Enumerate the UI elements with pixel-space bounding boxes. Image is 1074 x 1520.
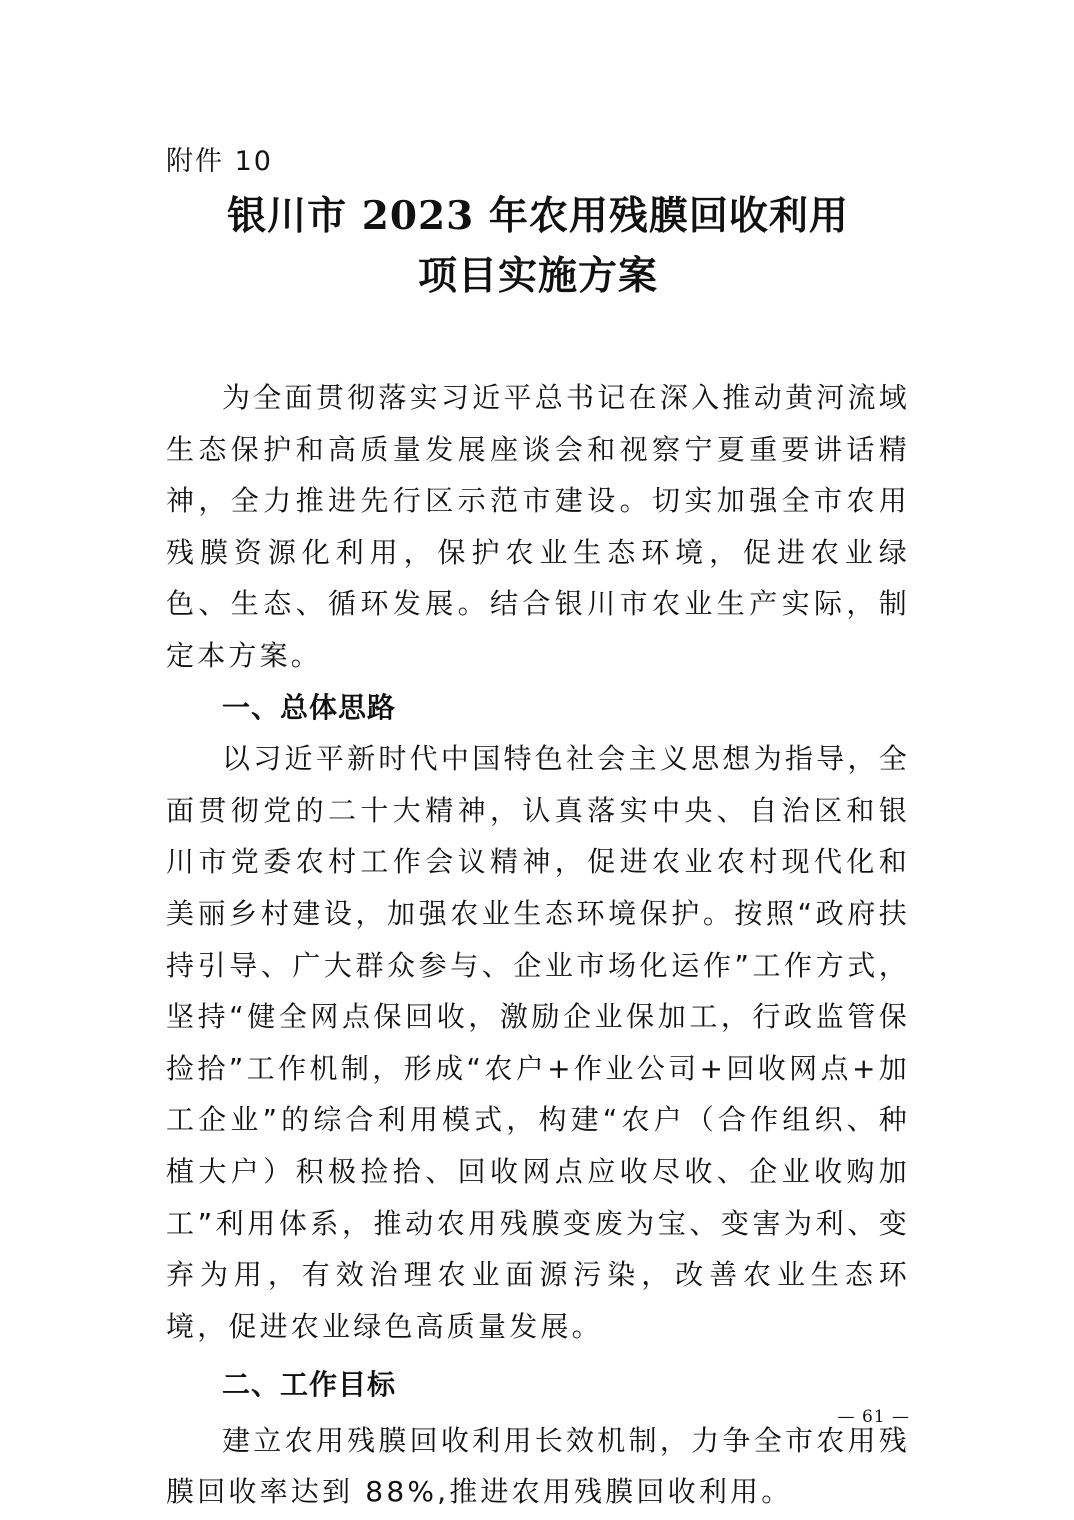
section-heading-work-goals: 二、工作目标 bbox=[222, 1368, 397, 1402]
attachment-label: 附件 10 bbox=[166, 146, 273, 177]
section-paragraph-work-goals: 建立农用残膜回收利用长效机制，力争全市农用残膜回收率达到 88%,推进农用残膜回收利用。 bbox=[166, 1423, 910, 1509]
section-heading-overall-approach: 一、总体思路 bbox=[222, 690, 397, 724]
document-body bbox=[166, 372, 910, 1518]
page-number: — 61 — bbox=[837, 1407, 910, 1427]
document-title-line-2: 项目实施方案 bbox=[417, 253, 658, 299]
intro-paragraph: 为全面贯彻落实习近平总书记在深入推动黄河流域生态保护和高质量发展座谈会和视察宁夏重要讲话精神，全力推进先行区示范市建设。切实加强全市农用残膜资源化利用，保护农业生态环境，促进农业绿色、生态、循环发展。结合银川市农业生产实际，制定本方案。 bbox=[166, 381, 910, 672]
document-title-line-1: 银川市 2023 年农用残膜回收利用 bbox=[227, 193, 849, 239]
section-paragraph-overall-approach: 以习近平新时代中国特色社会主义思想为指导，全面贯彻党的二十大精神，认真落实中央、自治区和银川市党委农村工作会议精神，促进农业农村现代化和美丽乡村建设，加强农业生态环境保护。按照“政府扶持引导、广大群众参与、企业市场化运作”工作方式，坚持“健全网点保回收，激励企业保加工，行政监管保捡拾”工作机制，形成“农户+作业公司+回收网点+加工企业”的综合利用模式，构建“农户（合作组织、种植大户）积极捡拾、回收网点应收尽收、企业收购加工”利用体系，推动农用残膜变废为宝、变害为利、变弃为用，有效治理农业面源污染，改善农业生态环境，促进农业绿色高质量发展。 bbox=[166, 742, 910, 1343]
